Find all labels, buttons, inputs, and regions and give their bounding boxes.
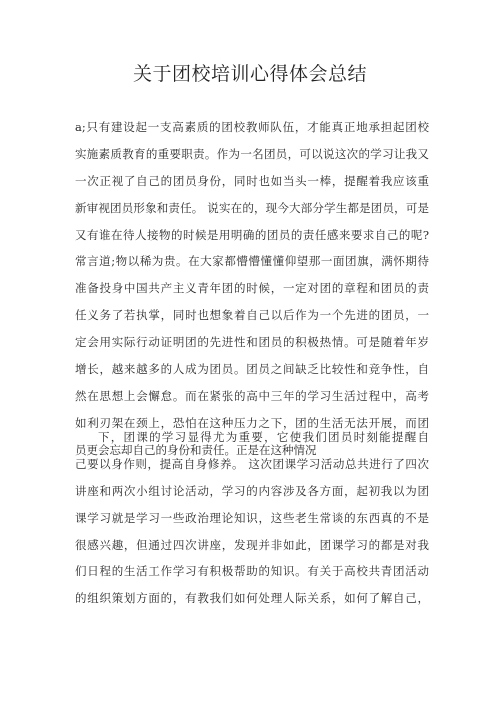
text-line: 的组织策划方面的，有教我们如何处理人际关系，如何了解自己， bbox=[75, 591, 429, 606]
text-line: 课学习就是学习一些政治理论知识，这些老生常谈的东西真的不是 bbox=[75, 510, 429, 525]
text-line: 准备投身中国共产主义青年团的时候，一定对团的章程和团员的责 bbox=[75, 281, 429, 296]
text-line: 很感兴趣，但通过四次讲座，发现并非如此，团课学习的都是对我 bbox=[75, 537, 429, 552]
text-line: 讲座和两次小组讨论活动，学习的内容涉及各方面，起初我以为团 bbox=[75, 483, 429, 498]
paragraph-2 bbox=[75, 424, 429, 612]
text-line: 员更会忘却自己的身份和责任。正是在这种情况 bbox=[75, 442, 317, 457]
text-line: 增长，越来越多的人成为团员。团员之间缺乏比较性和竞争性，自 bbox=[75, 362, 429, 377]
text-line: 新审视团员形象和责任。 说实在的，现今大部分学生都是团员，可是 bbox=[75, 200, 429, 215]
text-line: 又有谁在待人接物的时候是用明确的团员的责任感来要求自己的呢? bbox=[75, 227, 429, 242]
text-line: 定会用实际行动证明团的先进性和团员的积极热情。可是随着年岁 bbox=[75, 335, 429, 350]
text-line: a;只有建设起一支高素质的团校教师队伍，才能真正地承担起团校 bbox=[75, 120, 429, 134]
text-line: 们日程的生活工作学习有积极帮助的知识。有关于高校共青团活动 bbox=[75, 564, 429, 579]
text-line: 然在思想上会懈怠。而在紧张的高中三年的学习生活过程中，高考 bbox=[75, 388, 429, 403]
text-line: 常言道;物以稀为贵。在大家都懵懵懂懂仰望那一面团旗，满怀期待 bbox=[75, 254, 429, 269]
text-line: 一次正视了自己的团员身份，同时也如当头一棒，提醒着我应该重 bbox=[75, 173, 429, 188]
text-line: 己要以身作则，提高自身修养。 这次团课学习活动总共进行了四次 bbox=[75, 456, 429, 471]
text-line: 如利刃架在颈上，恐怕在这种压力之下，团的生活无法开展，而团 bbox=[75, 415, 429, 430]
text-line: 实施素质教育的重要职责。作为一名团员，可以说这次的学习让我又 bbox=[75, 146, 429, 161]
text-line: 下，团课的学习显得尤为重要，它使我们团员时刻能提醒自 bbox=[98, 430, 429, 444]
paragraph-1 bbox=[75, 114, 429, 464]
document-title: 关于团校培训心得体会总结 bbox=[132, 63, 367, 85]
text-line: 任义务了若执掌，同时也想象着自己以后作为一个先进的团员，一 bbox=[75, 308, 429, 323]
